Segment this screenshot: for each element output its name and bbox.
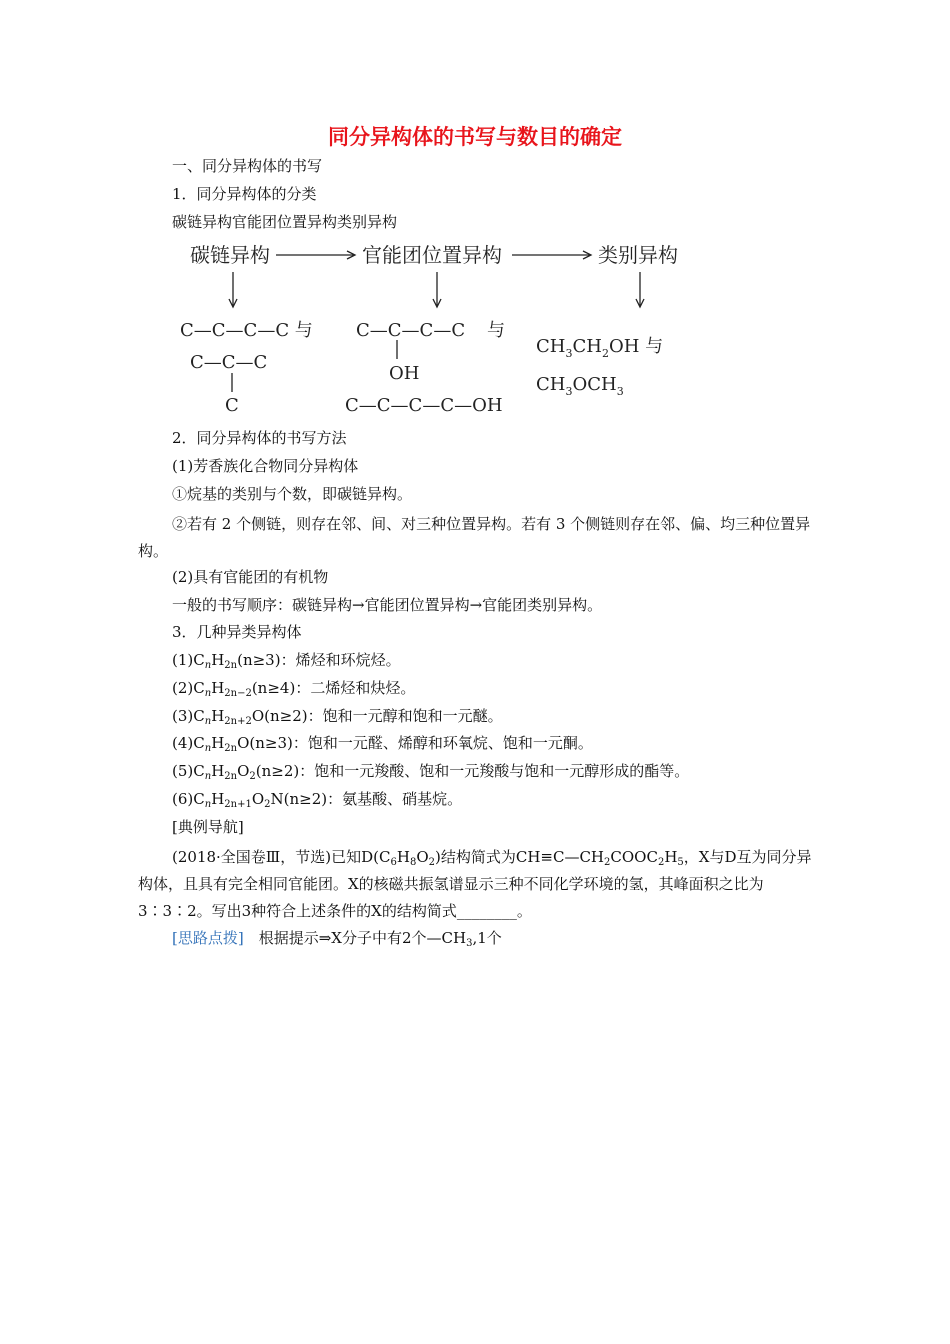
- formula-item: $(5)C_nH_{2n}O_2(n\ge 2)$：饱和一元羧酸、饱和一元羧酸与饱和一元醇形成的酯等。: [172, 762, 690, 782]
- isomer-1-butanol: C—C—C—C—OH: [345, 395, 503, 416]
- diagram-head-carbon-chain: 碳链异构: [190, 243, 270, 267]
- isomer-ethanol: $CH_3CH_2OH$ 与: [536, 336, 664, 360]
- paragraph: ②若有 2 个侧链，则存在邻、间、对三种位置异构。若有 3 个侧链则存在邻、偏、均三种位置异构。: [138, 515, 811, 560]
- isomer-butanol-chain: C—C—C—C: [356, 320, 466, 341]
- formula-item: $(1)C_nH_{2n}(n\ge 3)$：烯烃和环烷烃。: [172, 651, 401, 671]
- isomer-hydroxyl: OH: [389, 363, 420, 384]
- formula-item: $(6)C_nH_{2n+1}O_2N(n\ge 2)$：氨基酸、硝基烷。: [172, 790, 463, 810]
- paragraph: (2)具有官能团的有机物: [172, 568, 329, 586]
- isomer-conjunction: 与: [487, 320, 505, 341]
- subsection-heading: 3．几种异类异构体: [172, 623, 302, 641]
- diagram-caption: 碳链异构官能团位置异构类别异构: [172, 213, 398, 231]
- formula-item: $(3)C_nH_{2n+2}O(n\ge 2)$：饱和一元醇和饱和一元醚。: [172, 707, 503, 727]
- isomer-dimethyl-ether: $CH_3OCH_3$: [536, 374, 624, 398]
- formula-item: $(4)C_nH_{2n}O(n\ge 3)$：饱和一元醛、烯醇和环氧烷、饱和一元酮。: [172, 734, 593, 754]
- paragraph: 一般的书写顺序：碳链异构→官能团位置异构→官能团类别异构。: [172, 596, 603, 614]
- hint-tag: [思路点拨]: [172, 929, 244, 947]
- hint-line: [思路点拨] 根据提示⇒X分子中有2个$—CH_3,1$个: [172, 929, 502, 949]
- isomer-branch-carbon: C: [225, 395, 239, 416]
- paragraph: ①烷基的类别与个数，即碳链异构。: [172, 485, 413, 503]
- page-title: 同分异构体的书写与数目的确定: [328, 125, 622, 149]
- example-tag: [典例导航]: [172, 818, 244, 836]
- example-question: (2018·全国卷Ⅲ，节选)已知$D(C_6H_8O_2)$结构简式为$CH\equiv C—CH_2COOC_2H_5$，X与D互为同分异构体，且具有完全相同官能团。X的核磁共振氢谱显示三种不同化学环境的氢，其峰面积之比为3∶3∶2。写出3种符合上述条件的X的结构简式________。: [138, 848, 812, 920]
- isomer-isobutane: C—C—C: [190, 352, 268, 373]
- diagram-head-category: 类别异构: [598, 243, 678, 267]
- paragraph: (1)芳香族化合物同分异构体: [172, 457, 359, 475]
- diagram-head-functional-position: 官能团位置异构: [362, 243, 502, 267]
- section-heading: 一、同分异构体的书写: [172, 157, 323, 175]
- isomer-butane: C—C—C—C 与: [180, 320, 313, 341]
- subsection-heading: 2．同分异构体的书写方法: [172, 429, 347, 447]
- subsection-heading: 1．同分异构体的分类: [172, 185, 317, 203]
- formula-item: $(2)C_nH_{2n-2}(n\ge 4)$：二烯烃和炔烃。: [172, 679, 416, 699]
